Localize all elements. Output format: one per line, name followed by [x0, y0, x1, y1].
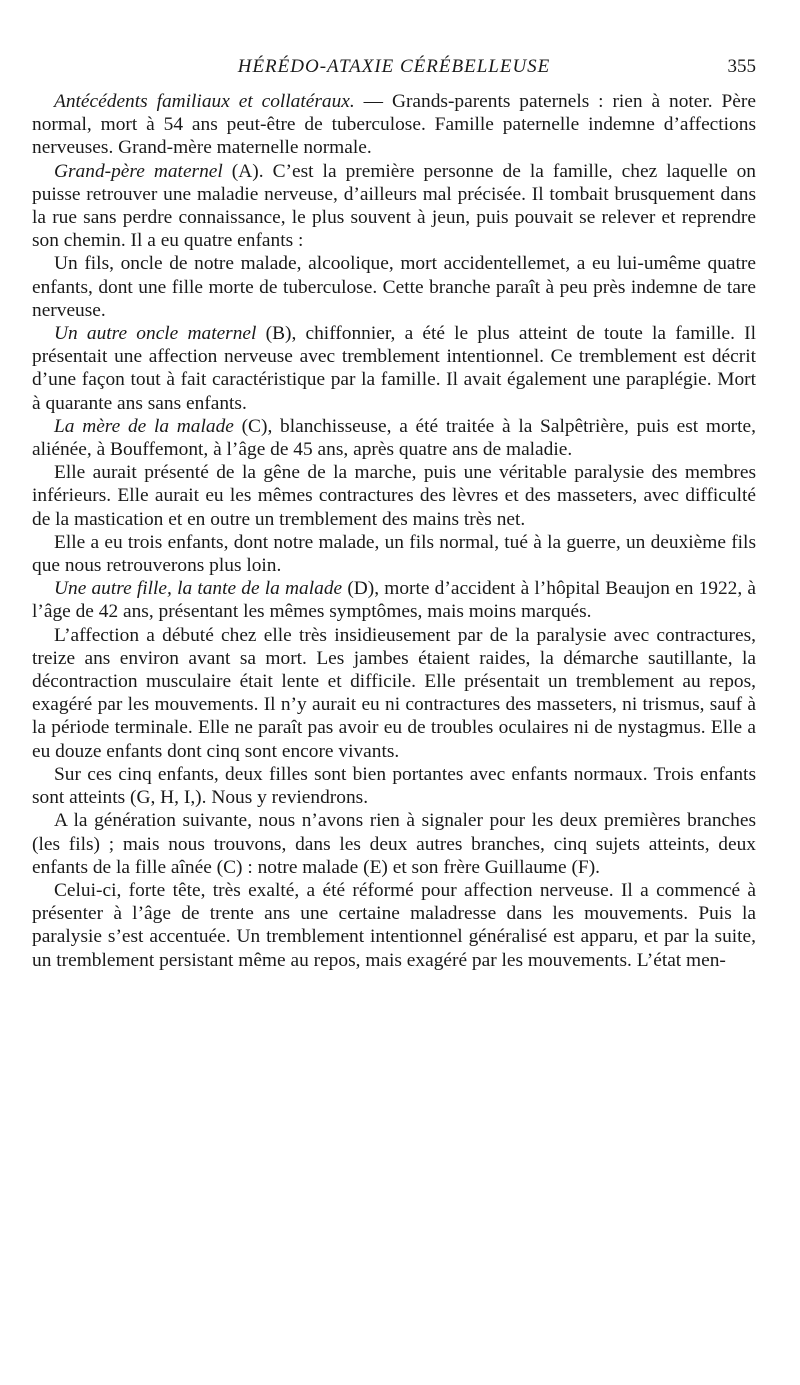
paragraph-grand-pere [32, 160, 756, 253]
paragraph-text: — Grands-parents paternels : rien à noter. Père normal, mort à 54 ans peut-être de tuberculose. Famille paternelle indemne d’affections nerveuses. Grand-mère maternelle normale. [32, 91, 756, 159]
paragraph-guillaume [32, 879, 756, 972]
paragraph-enfants-mere [32, 531, 756, 577]
body-text [32, 90, 756, 972]
paragraph-lead: Un autre oncle maternel [54, 323, 257, 345]
paragraph-text: A la génération suivante, nous n’avons rien à signaler pour les deux premières branches (les fils) ; mais nous trouvons, dans les deux autres branches, cinq sujets atteints, deux enfants de la fille aînée (C) : notre malade (E) et son frère Guillaume (F). [32, 810, 756, 878]
paragraph-antecedents [32, 90, 756, 160]
paragraph-symptomes-mere [32, 461, 756, 531]
paragraph-text: Sur ces cinq enfants, deux filles sont bien portantes avec enfants normaux. Trois enfants sont atteints (G, H, I,). Nous y reviendrons. [32, 763, 756, 809]
paragraph-text: (B), chiffonnier, a été le plus atteint de toute la famille. Il présentait une affection nerveuse avec tremblement intentionnel. Ce tremblement est décrit d’une façon tout à fait caractéristique par la famille. Il avait également une paraplégie. Mort à quarante ans sans enfants. [32, 323, 756, 414]
paragraph-generation-suivante [32, 809, 756, 879]
paragraph-lead: Antécédents familiaux et collatéraux. [54, 91, 355, 112]
paragraph-text: Un fils, oncle de notre malade, alcoolique, mort accidentellemet, a eu lui-umême quatre enfants, dont une fille morte de tuberculose. Cette branche paraît à peu près indemne de tare nerveuse. [32, 253, 756, 321]
paragraph-cinq-enfants [32, 763, 756, 809]
paragraph-text: (A). C’est la première personne de la famille, chez laquelle on puisse retrouver une maladie nerveuse, d’ailleurs mal précisée. Il tombait brusquement dans la rue sans perdre connaissance, le plus souvent à jeun, puis pouvait se relever et reprendre son chemin. Il a eu quatre enfants : [32, 160, 756, 252]
paragraph-text: (C), blanchisseuse, a été traitée à la Salpêtrière, puis est morte, aliénée, à Bouffemont, à l’âge de 45 ans, après quatre ans de maladie. [32, 415, 756, 461]
paragraph-text: Elle a eu trois enfants, dont notre malade, un fils normal, tué à la guerre, un deuxième fils que nous retrouverons plus loin. [32, 531, 756, 577]
paragraph-oncle-maternel [32, 322, 756, 415]
paragraph-tante [32, 577, 756, 623]
paragraph-lead: La mère de la malade [54, 415, 234, 437]
paragraph-affection-tante [32, 624, 756, 763]
paragraph-text: Celui-ci, forte tête, très exalté, a été réformé pour affection nerveuse. Il a commencé à présenter à l’âge de trente ans une certaine maladresse dans les mouvements. Puis la paralysie s’est accentuée. Un tremblement intentionnel généralisé est apparu, et par la suite, un tremblement persistant même au repos, mais exagéré par les mouvements. L’état men- [32, 879, 756, 971]
paragraph-mere [32, 415, 756, 461]
paragraph-lead: Grand-père maternel [54, 160, 223, 182]
paragraph-text: (D), morte d’accident à l’hôpital Beaujon en 1922, à l’âge de 42 ans, présentant les mêmes symptômes, mais moins marqués. [32, 578, 756, 623]
page-number: 355 [727, 56, 756, 77]
paragraph-text: L’affection a débuté chez elle très insidieusement par de la paralysie avec contractures, treize ans environ avant sa mort. Les jambes étaient raides, la démarche sautillante, la décontraction musculaire était lente et difficile. Elle présentait un tremblement au repos, exagéré par les mouvements. Il n’y aurait eu ni contractures des masseters, ni trismus, sauf à la période terminale. Elle ne paraît pas avoir eu de troubles oculaires ni de nystagmus. Elle a eu douze enfants dont cinq sont encore vivants. [32, 624, 756, 762]
page-header [32, 0, 756, 90]
paragraph-lead: Une autre fille, la tante de la malade [54, 578, 343, 600]
paragraph-oncle-fils [32, 252, 756, 322]
paragraph-text: Elle aurait présenté de la gêne de la marche, puis une véritable paralysie des membres inférieurs. Elle aurait eu les mêmes contractures des lèvres et des masseters, avec difficulté de la mastication et en outre un tremblement des mains très net. [32, 462, 756, 530]
running-title: HÉRÉDO-ATAXIE CÉRÉBELLEUSE [237, 56, 551, 77]
